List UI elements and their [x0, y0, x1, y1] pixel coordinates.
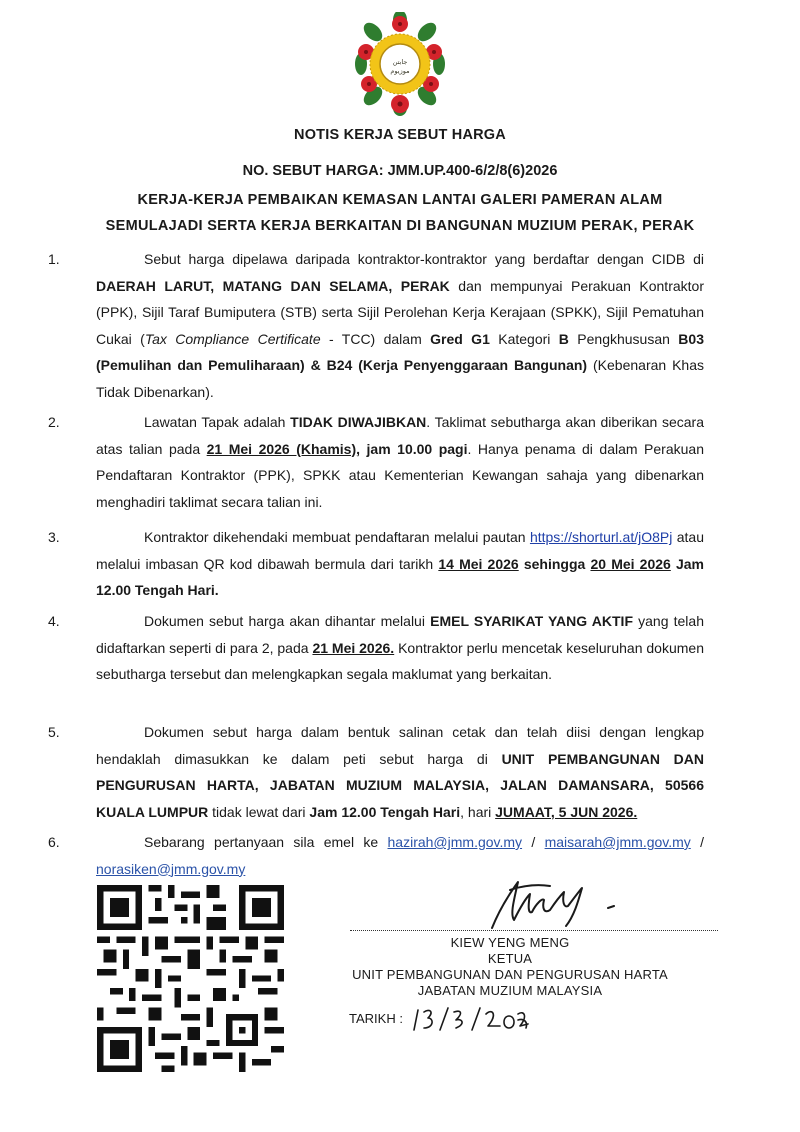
paragraph-number: 2.	[48, 414, 60, 430]
project-title-line1: KERJA-KERJA PEMBAIKAN KEMASAN LANTAI GALERI PAMERAN ALAM	[137, 192, 663, 208]
district-name: DAERAH LARUT, MATANG DAN SELAMA, PERAK	[96, 277, 450, 294]
paragraph-2	[48, 409, 704, 515]
text: . Taklimat sebutharga akan diberikan secara atas talian pada	[96, 414, 704, 457]
signature-scribble	[470, 868, 640, 938]
tcc-italic: Tax Compliance Certificate	[144, 330, 321, 347]
reference-number: NO. SEBUT HARGA: JMM.UP.400-6/2/8(6)2026	[242, 163, 558, 179]
paragraph-1	[48, 246, 705, 405]
signatory-position: KETUA	[487, 951, 533, 966]
signatory-department: JABATAN MUZIUM MALAYSIA	[417, 983, 603, 998]
paragraph-number: 6.	[48, 834, 60, 850]
separator: /	[522, 834, 545, 850]
text: sehingga	[518, 555, 591, 572]
svg-text:جابتن: جابتن	[392, 58, 408, 66]
signatory-name: KIEW YENG MENG	[450, 935, 570, 950]
project-title-line2: SEMULAJADI SERTA KERJA BERKAITAN DI BANGUNAN MUZIUM PERAK, PERAK	[105, 218, 695, 234]
start-date: 14 Mei 2026	[438, 555, 519, 572]
date-label: TARIKH :	[349, 1011, 403, 1026]
jmm-crest-logo	[353, 12, 447, 116]
notice-title: NOTIS KERJA SEBUT HARGA	[294, 127, 506, 143]
handwritten-date	[410, 1002, 530, 1036]
registration-link[interactable]: https://shorturl.at/jO8Pj	[529, 529, 673, 545]
end-time: Jam 12.00 Tengah Hari.	[96, 555, 704, 598]
text: Kontraktor dikehendaki membuat pendaftaran melalui pautan	[144, 529, 530, 545]
paragraph-5	[48, 719, 705, 825]
separator: /	[690, 834, 705, 850]
email-link-norasiken[interactable]: norasiken@jmm.gov.my	[96, 860, 246, 877]
delivery-method: EMEL SYARIKAT YANG AKTIF	[430, 613, 633, 629]
text: tidak lewat dari	[208, 803, 310, 820]
site-visit-status: TIDAK DIWAJIBKAN	[290, 414, 427, 430]
briefing-time: , jam 10.00 pagi	[356, 440, 468, 457]
email-link-hazirah[interactable]: hazirah@jmm.gov.my	[387, 834, 523, 850]
svg-text:موزيوم: موزيوم	[390, 67, 410, 75]
text: Pengkhususan	[568, 330, 679, 347]
text: , hari	[460, 803, 496, 820]
category: B	[558, 330, 569, 347]
paragraph-number: 4.	[48, 613, 60, 629]
text: . Hanya penama di dalam Perakuan Pendaftaran Kontraktor (PPK), SPKK atau Kementerian Kewangan sahaja yang dibenarkan menghadiri taklimat secara talian ini.	[96, 440, 704, 510]
text: - TCC) dalam	[320, 330, 431, 347]
delivery-date: 21 Mei 2026.	[312, 639, 395, 656]
text: (Kebenaran Khas Tidak Dibenarkan).	[96, 357, 705, 400]
qr-code-icon[interactable]	[97, 885, 284, 1072]
signatory-unit: UNIT PEMBANGUNAN DAN PENGURUSAN HARTA	[352, 967, 668, 982]
paragraph-number: 1.	[48, 251, 60, 267]
paragraph-3	[48, 524, 704, 604]
text: yang telah didaftarkan seperti di para 2, pada	[96, 613, 704, 656]
paragraph-4	[48, 608, 704, 688]
submission-address: UNIT PEMBANGUNAN DAN PENGURUSAN HARTA, JABATAN MUZIUM MALAYSIA, JALAN DAMANSARA, 50566 KUALA LUMPUR	[96, 750, 705, 820]
closing-time: Jam 12.00 Tengah Hari	[309, 803, 461, 820]
signatory-block	[340, 935, 680, 999]
text: Sebut harga dipelawa daripada kontraktor-kontraktor yang berdaftar dengan CIDB di	[144, 251, 704, 267]
specialisation: B03 (Pemulihan dan Pemuliharaan) & B24 (Kerja Penyenggaraan Bangunan)	[96, 330, 704, 373]
text: Dokumen sebut harga akan dihantar melalui	[144, 613, 431, 629]
email-link-maisarah[interactable]: maisarah@jmm.gov.my	[544, 834, 691, 850]
signature-line	[350, 930, 718, 931]
text: Lawatan Tapak adalah	[144, 414, 291, 430]
text: dan mempunyai Perakuan Kontraktor (PPK), Sijil Taraf Bumiputera (STB) serta Sijil Perolehan Kerja Kerajaan (SPKK), Sijil Pematuhan Cukai (	[96, 277, 704, 347]
text: Kategori	[489, 330, 559, 347]
closing-date: JUMAAT, 5 JUN 2026.	[495, 803, 638, 820]
grade: Gred G1	[430, 330, 490, 347]
briefing-date: 21 Mei 2026 (Khamis)	[206, 440, 357, 457]
text: Sebarang pertanyaan sila emel ke	[144, 834, 388, 850]
text: atau melalui imbasan QR kod dibawah bermula dari tarikh	[96, 529, 704, 572]
paragraph-number: 3.	[48, 529, 60, 545]
end-date: 20 Mei 2026	[590, 555, 671, 572]
text: Kontraktor perlu mencetak keseluruhan dokumen sebutharga tersebut dan melengkapkan segala maklumat yang berkaitan.	[96, 639, 704, 682]
text: Dokumen sebut harga dalam bentuk salinan cetak dan telah diisi dengan lengkap hendaklah dimasukkan ke dalam peti sebut harga di	[96, 724, 704, 767]
paragraph-number: 5.	[48, 724, 60, 740]
